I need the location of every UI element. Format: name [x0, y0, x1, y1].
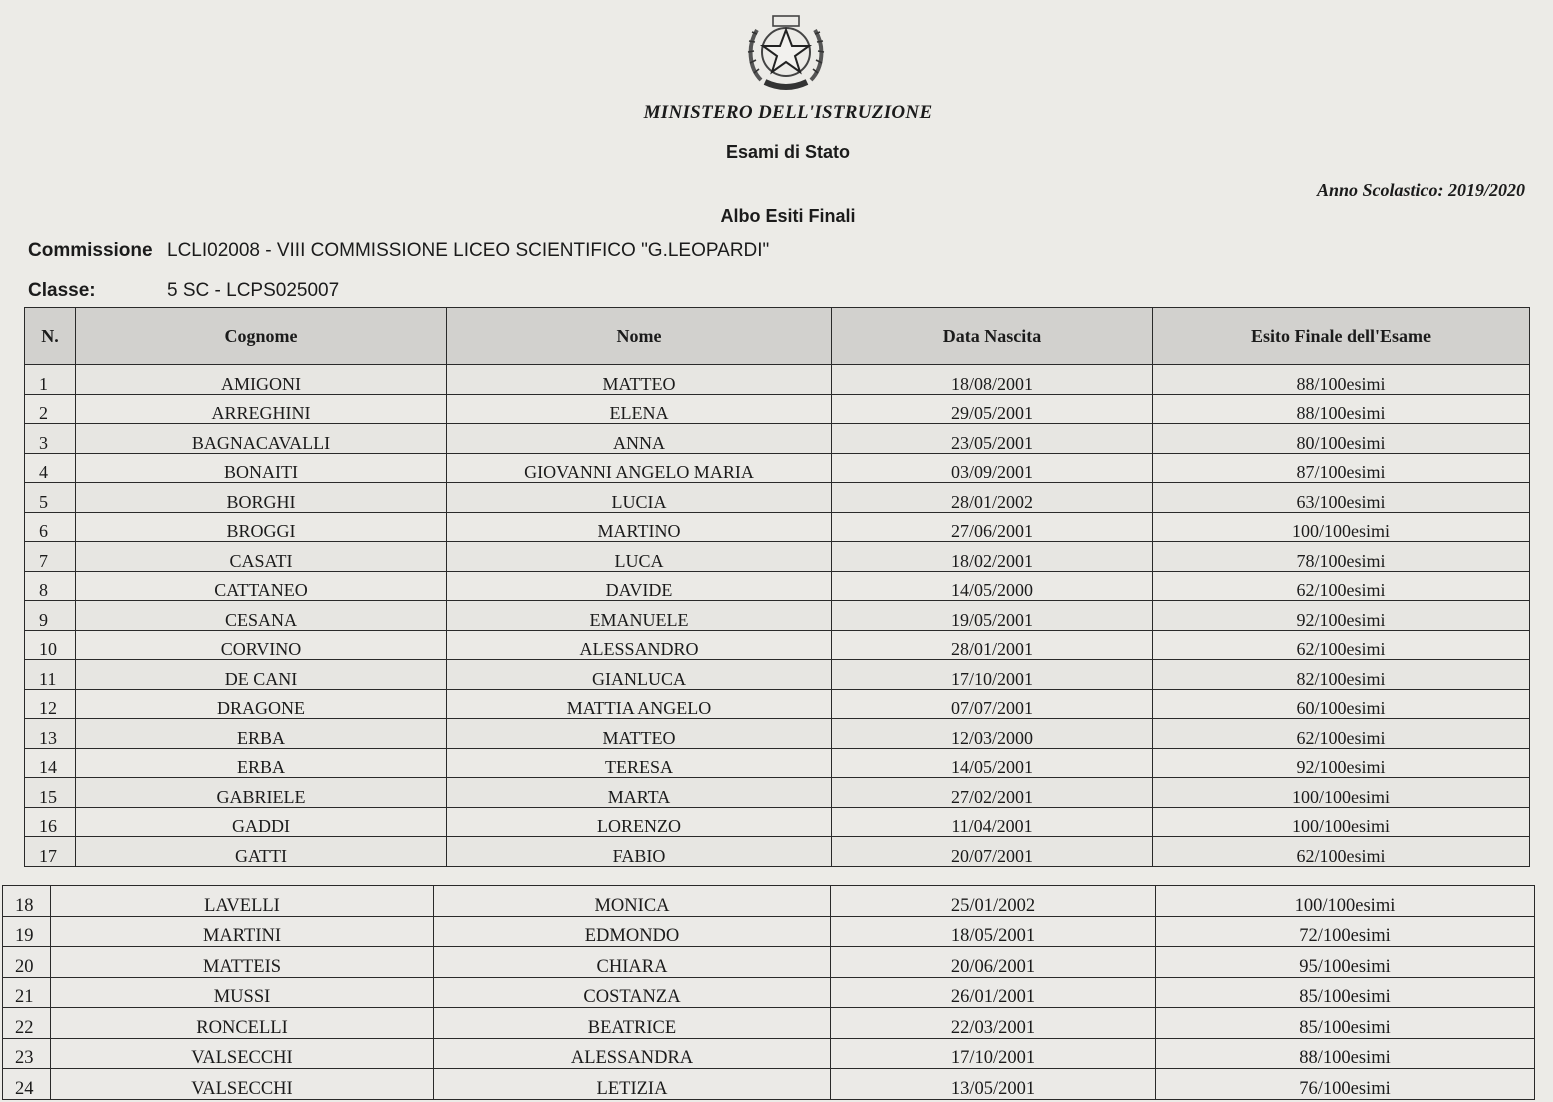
- table-row: [25, 394, 1530, 424]
- row-final-result: 87/100esimi: [1153, 453, 1530, 483]
- table-row: [3, 947, 1535, 978]
- row-surname: MARTINI: [51, 916, 434, 947]
- row-number: 11: [25, 660, 76, 690]
- row-final-result: 62/100esimi: [1153, 719, 1530, 749]
- row-final-result: 100/100esimi: [1153, 807, 1530, 837]
- row-name: COSTANZA: [434, 977, 831, 1008]
- row-surname: ERBA: [76, 748, 447, 778]
- row-number: 8: [25, 571, 76, 601]
- row-final-result: 62/100esimi: [1153, 837, 1530, 867]
- row-birth-date: 29/05/2001: [832, 394, 1153, 424]
- table-row: [25, 689, 1530, 719]
- row-final-result: 88/100esimi: [1153, 394, 1530, 424]
- row-surname: CESANA: [76, 601, 447, 631]
- row-surname: BONAITI: [76, 453, 447, 483]
- row-number: 9: [25, 601, 76, 631]
- row-final-result: 100/100esimi: [1153, 512, 1530, 542]
- row-name: ELENA: [447, 394, 832, 424]
- row-final-result: 82/100esimi: [1153, 660, 1530, 690]
- ministry-name: MINISTERO DELL'ISTRUZIONE: [643, 102, 933, 123]
- table-row: [3, 1069, 1535, 1100]
- table-row: [25, 571, 1530, 601]
- row-surname: GADDI: [76, 807, 447, 837]
- row-number: 12: [25, 689, 76, 719]
- row-name: CHIARA: [434, 947, 831, 978]
- row-surname: VALSECCHI: [51, 1069, 434, 1100]
- table-row: [3, 886, 1535, 917]
- table-row: [3, 977, 1535, 1008]
- row-final-result: 92/100esimi: [1153, 601, 1530, 631]
- table-row: [25, 630, 1530, 660]
- table-row: [25, 748, 1530, 778]
- class-value: 5 SC - LCPS025007: [167, 280, 340, 301]
- row-number: 4: [25, 453, 76, 483]
- class-label: Classe:: [28, 280, 96, 301]
- row-number: 22: [3, 1008, 51, 1039]
- col-header-name: Nome: [447, 308, 832, 365]
- row-name: GIANLUCA: [447, 660, 832, 690]
- row-surname: DE CANI: [76, 660, 447, 690]
- row-birth-date: 14/05/2001: [832, 748, 1153, 778]
- row-surname: BROGGI: [76, 512, 447, 542]
- row-birth-date: 18/05/2001: [831, 916, 1156, 947]
- table-row: [3, 1038, 1535, 1069]
- row-name: MARTINO: [447, 512, 832, 542]
- col-header-surname: Cognome: [76, 308, 447, 365]
- row-birth-date: 14/05/2000: [832, 571, 1153, 601]
- row-final-result: 88/100esimi: [1153, 365, 1530, 395]
- row-name: LORENZO: [447, 807, 832, 837]
- row-name: ALESSANDRA: [434, 1038, 831, 1069]
- row-surname: BAGNACAVALLI: [76, 424, 447, 454]
- row-birth-date: 18/02/2001: [832, 542, 1153, 572]
- row-name: MATTEO: [447, 719, 832, 749]
- row-birth-date: 22/03/2001: [831, 1008, 1156, 1039]
- table-row: [3, 916, 1535, 947]
- table-row: [25, 778, 1530, 808]
- table-row: [25, 542, 1530, 572]
- row-birth-date: 19/05/2001: [832, 601, 1153, 631]
- row-number: 1: [25, 365, 76, 395]
- row-final-result: 92/100esimi: [1153, 748, 1530, 778]
- table-row: [25, 483, 1530, 513]
- col-header-birth-date: Data Nascita: [832, 308, 1153, 365]
- row-final-result: 60/100esimi: [1153, 689, 1530, 719]
- italian-republic-emblem-icon: [743, 10, 829, 98]
- row-surname: AMIGONI: [76, 365, 447, 395]
- row-birth-date: 13/05/2001: [831, 1069, 1156, 1100]
- row-final-result: 100/100esimi: [1156, 886, 1535, 917]
- table-row: [25, 365, 1530, 395]
- row-number: 23: [3, 1038, 51, 1069]
- row-name: LUCIA: [447, 483, 832, 513]
- row-number: 24: [3, 1069, 51, 1100]
- row-birth-date: 28/01/2001: [832, 630, 1153, 660]
- row-surname: GATTI: [76, 837, 447, 867]
- results-table: [24, 307, 1530, 867]
- table-row: [25, 837, 1530, 867]
- table-header-row: [25, 308, 1530, 365]
- row-name: EMANUELE: [447, 601, 832, 631]
- row-name: LETIZIA: [434, 1069, 831, 1100]
- row-name: ANNA: [447, 424, 832, 454]
- row-number: 16: [25, 807, 76, 837]
- row-name: MONICA: [434, 886, 831, 917]
- row-number: 7: [25, 542, 76, 572]
- row-final-result: 95/100esimi: [1156, 947, 1535, 978]
- row-name: GIOVANNI ANGELO MARIA: [447, 453, 832, 483]
- row-final-result: 88/100esimi: [1156, 1038, 1535, 1069]
- row-final-result: 62/100esimi: [1153, 571, 1530, 601]
- row-surname: ERBA: [76, 719, 447, 749]
- row-name: BEATRICE: [434, 1008, 831, 1039]
- row-name: LUCA: [447, 542, 832, 572]
- row-final-result: 63/100esimi: [1153, 483, 1530, 513]
- table-row: [25, 601, 1530, 631]
- exam-title: Esami di Stato: [725, 142, 851, 162]
- row-surname: CORVINO: [76, 630, 447, 660]
- row-final-result: 80/100esimi: [1153, 424, 1530, 454]
- row-surname: MUSSI: [51, 977, 434, 1008]
- results-title: Albo Esiti Finali: [720, 206, 856, 226]
- row-surname: ARREGHINI: [76, 394, 447, 424]
- row-number: 21: [3, 977, 51, 1008]
- school-year: Anno Scolastico: 2019/2020: [1316, 180, 1525, 200]
- row-surname: BORGHI: [76, 483, 447, 513]
- row-birth-date: 17/10/2001: [832, 660, 1153, 690]
- row-birth-date: 18/08/2001: [832, 365, 1153, 395]
- row-number: 15: [25, 778, 76, 808]
- row-surname: DRAGONE: [76, 689, 447, 719]
- row-final-result: 85/100esimi: [1156, 1008, 1535, 1039]
- row-number: 18: [3, 886, 51, 917]
- row-surname: VALSECCHI: [51, 1038, 434, 1069]
- row-name: MARTA: [447, 778, 832, 808]
- row-birth-date: 23/05/2001: [832, 424, 1153, 454]
- row-final-result: 72/100esimi: [1156, 916, 1535, 947]
- row-birth-date: 26/01/2001: [831, 977, 1156, 1008]
- class-line: [28, 280, 339, 302]
- row-birth-date: 20/06/2001: [831, 947, 1156, 978]
- row-name: EDMONDO: [434, 916, 831, 947]
- row-number: 14: [25, 748, 76, 778]
- row-final-result: 100/100esimi: [1153, 778, 1530, 808]
- row-surname: LAVELLI: [51, 886, 434, 917]
- row-number: 3: [25, 424, 76, 454]
- row-name: MATTEO: [447, 365, 832, 395]
- row-final-result: 78/100esimi: [1153, 542, 1530, 572]
- row-number: 6: [25, 512, 76, 542]
- commission-label: Commissione: [28, 240, 153, 261]
- table-row: [25, 807, 1530, 837]
- row-name: FABIO: [447, 837, 832, 867]
- row-surname: CASATI: [76, 542, 447, 572]
- row-surname: RONCELLI: [51, 1008, 434, 1039]
- row-name: MATTIA ANGELO: [447, 689, 832, 719]
- col-header-number: N.: [25, 308, 76, 365]
- row-number: 13: [25, 719, 76, 749]
- table-row: [25, 512, 1530, 542]
- row-name: DAVIDE: [447, 571, 832, 601]
- row-birth-date: 25/01/2002: [831, 886, 1156, 917]
- col-header-final-result: Esito Finale dell'Esame: [1153, 308, 1530, 365]
- row-number: 19: [3, 916, 51, 947]
- table-row: [25, 719, 1530, 749]
- table-row: [3, 1008, 1535, 1039]
- row-final-result: 85/100esimi: [1156, 977, 1535, 1008]
- row-birth-date: 07/07/2001: [832, 689, 1153, 719]
- row-name: ALESSANDRO: [447, 630, 832, 660]
- row-birth-date: 20/07/2001: [832, 837, 1153, 867]
- row-surname: MATTEIS: [51, 947, 434, 978]
- row-name: TERESA: [447, 748, 832, 778]
- row-number: 5: [25, 483, 76, 513]
- row-birth-date: 27/02/2001: [832, 778, 1153, 808]
- table-row: [25, 660, 1530, 690]
- row-number: 10: [25, 630, 76, 660]
- row-surname: GABRIELE: [76, 778, 447, 808]
- row-number: 20: [3, 947, 51, 978]
- row-number: 2: [25, 394, 76, 424]
- table-row: [25, 453, 1530, 483]
- results-table-continued: [2, 885, 1535, 1100]
- row-birth-date: 03/09/2001: [832, 453, 1153, 483]
- commission-value: LCLI02008 - VIII COMMISSIONE LICEO SCIENTIFICO "G.LEOPARDI": [167, 240, 770, 261]
- row-number: 17: [25, 837, 76, 867]
- row-birth-date: 28/01/2002: [832, 483, 1153, 513]
- table-row: [25, 424, 1530, 454]
- commission-line: [28, 240, 769, 262]
- row-birth-date: 17/10/2001: [831, 1038, 1156, 1069]
- row-surname: CATTANEO: [76, 571, 447, 601]
- row-birth-date: 12/03/2000: [832, 719, 1153, 749]
- row-final-result: 76/100esimi: [1156, 1069, 1535, 1100]
- row-final-result: 62/100esimi: [1153, 630, 1530, 660]
- row-birth-date: 27/06/2001: [832, 512, 1153, 542]
- row-birth-date: 11/04/2001: [832, 807, 1153, 837]
